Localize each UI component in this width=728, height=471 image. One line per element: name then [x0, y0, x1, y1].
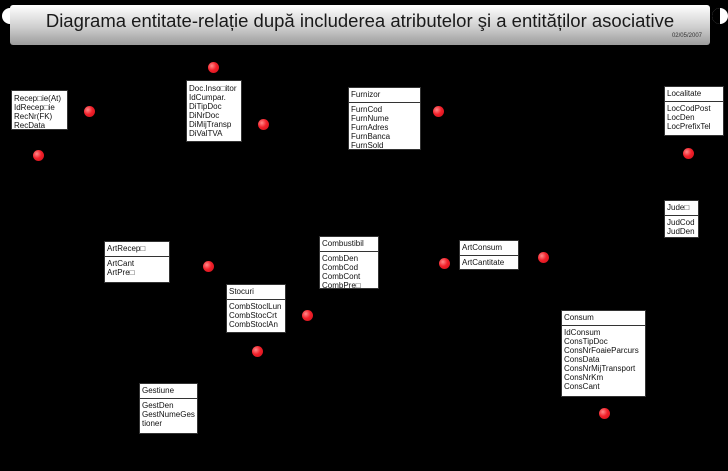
relationship-dot	[302, 310, 313, 321]
entity-localitate	[664, 86, 724, 136]
entity-attribute: FurnSold	[351, 141, 384, 150]
entity-attribute: ConsNrKm	[564, 373, 604, 382]
relationship-dot	[599, 408, 610, 419]
entity-attribute: IdConsum	[564, 328, 601, 337]
relationship-dot	[683, 148, 694, 159]
relationship-dot	[252, 346, 263, 357]
entity-attribute: CombPre□	[322, 281, 361, 290]
entity-attribute: JudCod	[667, 218, 695, 227]
entity-judet	[664, 200, 699, 238]
entity-attribute: LocCodPost	[667, 104, 711, 113]
entity-attribute: ConsNrFoaieParcurs	[564, 346, 639, 355]
entity-attribute: FurnNume	[351, 114, 389, 123]
entity-attribute: LocDen	[667, 113, 695, 122]
entity-attribute: GestNumeGes	[142, 410, 195, 419]
entity-attribute: CombStoclAn	[229, 320, 278, 329]
title-banner	[10, 5, 710, 45]
entity-attribute: FurnBanca	[351, 132, 391, 141]
relationship-dot	[439, 258, 450, 269]
relationship-dot	[433, 106, 444, 117]
entity-artrecep	[104, 241, 170, 283]
entity-name: Localitate	[665, 87, 723, 102]
entity-artconsum	[459, 240, 519, 270]
entity-attribute: ArtPre□	[107, 268, 135, 277]
entity-name: Consum	[562, 311, 645, 326]
entity-combustibil	[319, 236, 379, 289]
entity-receptie	[11, 90, 68, 130]
entity-attribute: DiTipDoc	[189, 102, 222, 111]
entity-attribute: CombCod	[322, 263, 359, 272]
entity-attribute: ArtCant	[107, 259, 135, 268]
entity-name: Gestiune	[140, 384, 197, 399]
entity-attribute: FurnCod	[351, 105, 383, 114]
entity-stocuri	[226, 284, 286, 333]
relationship-dot	[538, 252, 549, 263]
entity-attribute: DiMijTransp	[189, 120, 232, 129]
entity-attribute: ConsCant	[564, 382, 600, 391]
page-title: Diagrama entitate-relație după includerea atributelor şi a entităților asociative	[45, 10, 675, 31]
entity-attribute: RecData	[14, 121, 46, 130]
relationship-dot	[208, 62, 219, 73]
entity-name: Jude□	[665, 201, 698, 216]
entity-attribute: FurnAdres	[351, 123, 389, 132]
entity-attribute: ConsTipDoc	[564, 337, 608, 346]
entity-attribute: CombCont	[322, 272, 361, 281]
entity-attribute: LocPrefixTel	[667, 122, 711, 131]
entity-name: ArtConsum	[460, 241, 518, 256]
entity-doc-insotitor	[186, 80, 242, 142]
entity-gestiune	[139, 383, 198, 434]
entity-name: Furnizor	[349, 88, 420, 103]
entity-attribute: DiValTVA	[189, 129, 223, 138]
date-label: 02/05/2007	[671, 33, 702, 39]
entity-attribute: tioner	[142, 419, 163, 428]
entity-attribute: Doc.Inso□itor	[189, 84, 237, 93]
relationship-dot	[258, 119, 269, 130]
entity-attribute: ConsNrMijTransport	[564, 364, 636, 373]
entity-attribute: IdCumpar.	[189, 93, 226, 102]
entity-attribute: GestDen	[142, 401, 174, 410]
entity-attribute: CombDen	[322, 254, 359, 263]
entity-consum	[561, 310, 646, 397]
relationship-dot	[84, 106, 95, 117]
entity-furnizor	[348, 87, 421, 150]
entity-name: Combustibil	[320, 237, 378, 252]
entity-attribute: ArtCantitate	[462, 258, 505, 267]
entity-attribute: CombStoclLun	[229, 302, 282, 311]
entity-attribute: DiNrDoc	[189, 111, 220, 120]
relationship-dot	[33, 150, 44, 161]
entity-attribute: ConsData	[564, 355, 600, 364]
entity-name: ArtRecep□	[105, 242, 169, 257]
entity-attribute: IdRecep□ie	[14, 103, 55, 112]
entity-attribute: CombStocCrt	[229, 311, 278, 320]
entity-attribute: Recep□ie(At)	[14, 94, 62, 103]
entity-attribute: JudDen	[667, 227, 695, 236]
entity-attribute: RecNr(FK)	[14, 112, 53, 121]
logo-icon	[712, 8, 728, 24]
entity-name: Stocuri	[227, 285, 285, 300]
relationship-dot	[203, 261, 214, 272]
